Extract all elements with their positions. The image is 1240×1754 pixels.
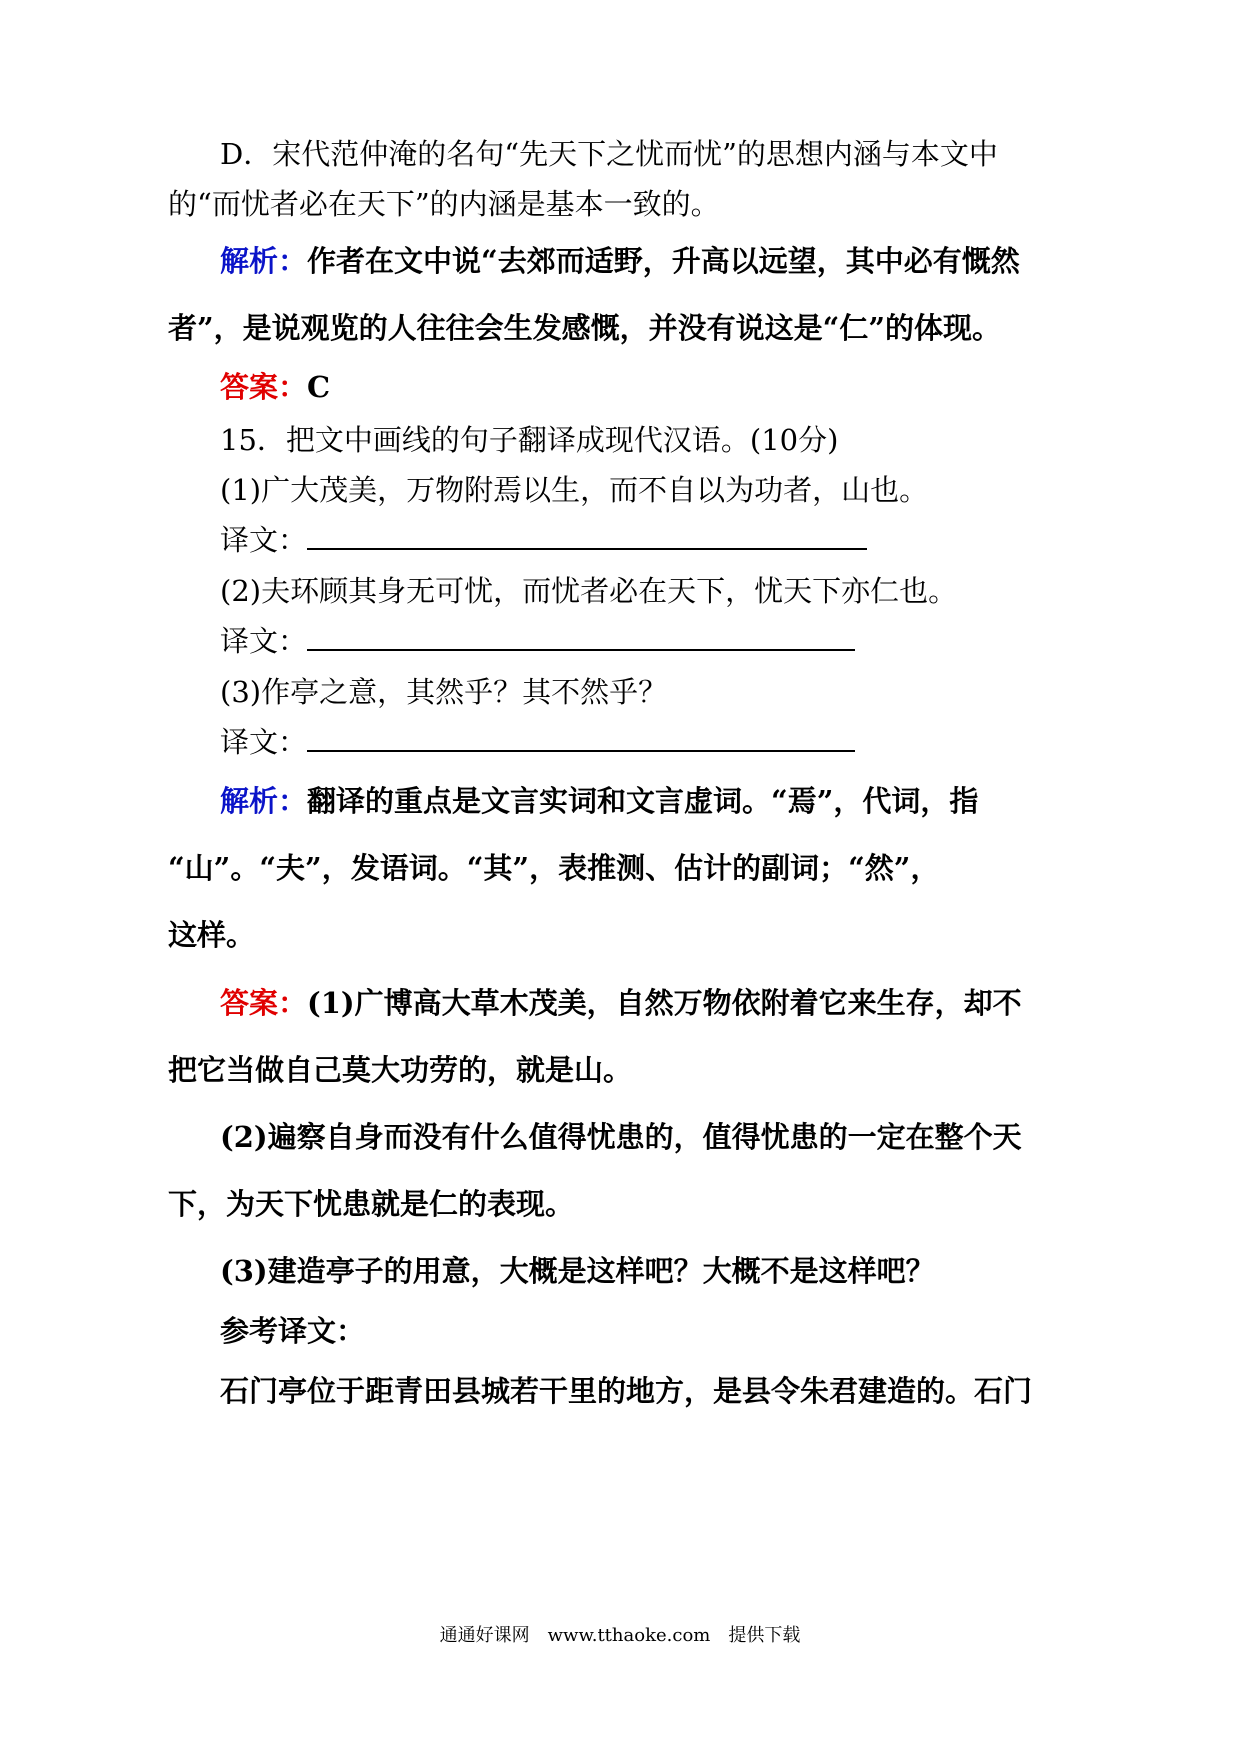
answer-text: (1)广博高大草木茂美，自然万物依附着它来生存，却不	[307, 986, 1022, 1020]
analysis-label: 解析：	[220, 244, 308, 278]
translation-blank-3[interactable]	[307, 726, 855, 752]
reference-translation-title: 参考译文：	[220, 1314, 366, 1348]
sentence-3: (3)作亭之意，其然乎？其不然乎？	[220, 675, 668, 709]
reference-translation-line-1: 石门亭位于距青田县城若干里的地方，是县令朱君建造的。石门	[220, 1374, 1033, 1408]
answer-label: 答案：	[220, 370, 308, 404]
sentence-2: (2)夫环顾其身无可忧，而忧者必在天下，忧天下亦仁也。	[220, 574, 958, 608]
answer-label: 答案：	[220, 986, 308, 1020]
translation-label: 译文：	[220, 725, 308, 759]
answer-paragraph-1	[220, 369, 330, 405]
analysis-text: 翻译的重点是文言实词和文言虚词。“焉”，代词，指	[307, 784, 979, 818]
analysis-paragraph-1	[220, 243, 1020, 279]
answer-1-line-2: 把它当做自己莫大功劳的，就是山。	[168, 1053, 633, 1087]
analysis-line-2: 者”，是说观览的人往往会生发感慨，并没有说这是“仁”的体现。	[168, 311, 1002, 345]
answer-paragraph-2	[220, 985, 1022, 1021]
answer-value: C	[307, 370, 331, 404]
analysis-2-line-3: 这样。	[168, 918, 256, 952]
analysis-paragraph-2	[220, 783, 978, 819]
sentence-1: (1)广大茂美，万物附焉以生，而不自以为功者，山也。	[220, 473, 929, 507]
translation-row-3	[220, 724, 855, 760]
translation-label: 译文：	[220, 624, 308, 658]
page-footer: 通通好课网 www.tthaoke.com 提供下载	[439, 1625, 801, 1646]
option-d-line2: 的“而忧者必在天下”的内涵是基本一致的。	[168, 187, 720, 221]
translation-blank-2[interactable]	[307, 625, 855, 651]
analysis-text: 作者在文中说“去郊而适野，升高以远望，其中必有慨然	[307, 244, 1020, 278]
option-d-line1: D．宋代范仲淹的名句“先天下之忧而忧”的思想内涵与本文中	[220, 137, 998, 171]
translation-label: 译文：	[220, 523, 308, 557]
translation-row-1	[220, 522, 867, 558]
answer-3: (3)建造亭子的用意，大概是这样吧？大概不是这样吧？	[220, 1254, 935, 1288]
analysis-2-line-2: “山”。“夫”，发语词。“其”，表推测、估计的副词；“然”，	[168, 851, 940, 885]
analysis-label: 解析：	[220, 784, 308, 818]
answer-2-line-2: 下，为天下忧患就是仁的表现。	[168, 1187, 575, 1221]
question-15: 15．把文中画线的句子翻译成现代汉语。(10分)	[220, 423, 839, 457]
translation-row-2	[220, 623, 855, 659]
answer-2-line-1: (2)遍察自身而没有什么值得忧患的，值得忧患的一定在整个天	[220, 1120, 1022, 1154]
translation-blank-1[interactable]	[307, 524, 867, 550]
